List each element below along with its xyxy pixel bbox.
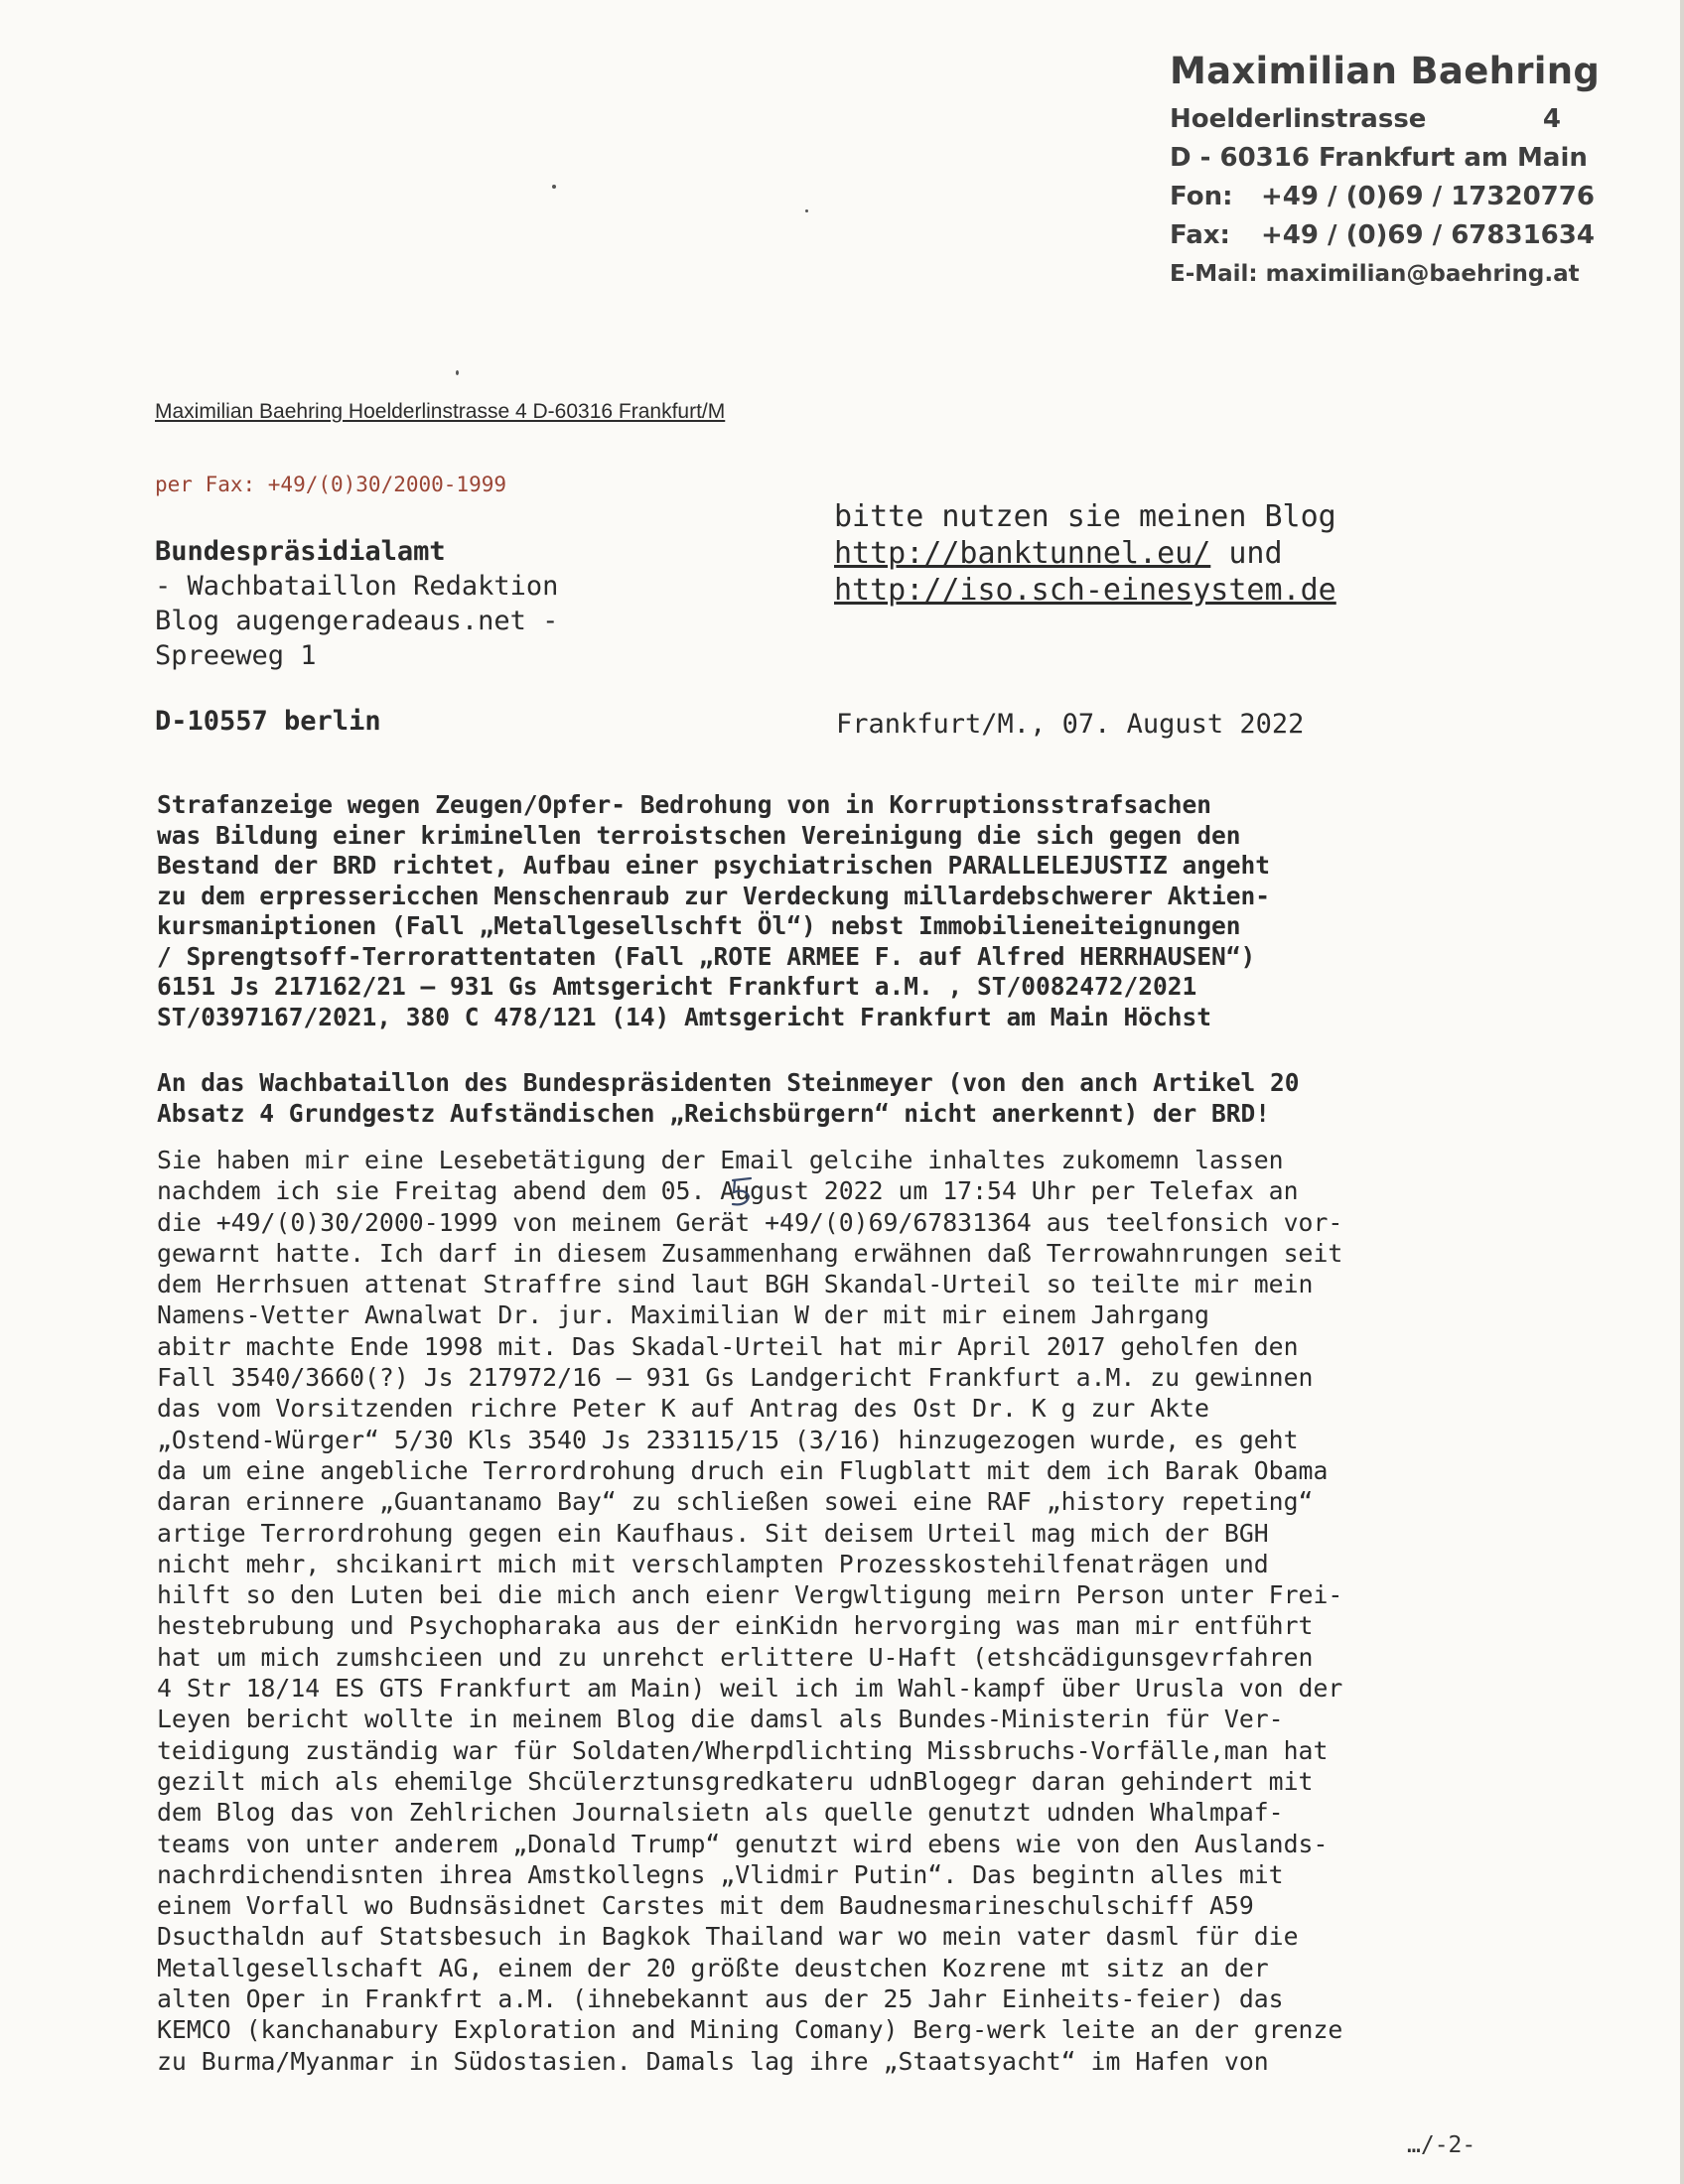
body-line: daran erinnere „Guantanamo Bay“ zu schließen sowei eine RAF „history repeting“ — [157, 1487, 1314, 1517]
sender-return-line: Maximilian Baehring Hoelderlinstrasse 4 D-60316 Frankfurt/M — [155, 400, 726, 423]
subject-line: 6151 Js 217162/21 – 931 Gs Amtsgericht Frankfurt a.M. , ST/0082472/2021 — [157, 972, 1197, 1001]
letterhead-street: Hoelderlinstrasse — [1170, 104, 1427, 134]
subject-line: / Sprengtsoff-Terrorattentaten (Fall „ROTE ARMEE F. auf Alfred HERRHAUSEN“) — [157, 941, 1256, 971]
scan-dot — [456, 370, 459, 375]
recipient-address — [155, 534, 558, 673]
body-line: Dsucthaldn auf Statsbesuch in Bagkok Thailand war wo mein vater dasml für die — [157, 1922, 1299, 1952]
scan-dot — [805, 209, 808, 212]
letterhead-city: D - 60316 Frankfurt am Main — [1170, 143, 1588, 173]
salutation — [157, 1068, 1507, 1129]
body-line: dem Herrhsuen attenat Straffre sind laut BGH Skandal-Urteil so teilte mir mein — [157, 1270, 1314, 1299]
body-line: Fall 3540/3660(?) Js 217972/16 – 931 Gs Landgericht Frankfurt a.M. zu gewinnen — [157, 1363, 1314, 1393]
letterhead-phone-row — [1170, 178, 1595, 216]
body-line: hestebrubung und Psychopharaka aus der einKidn hervorging was man mir entführt — [157, 1611, 1314, 1641]
body-line: die +49/(0)30/2000-1999 von meinem Gerät +49/(0)69/67831364 aus teelfonsich vor- — [157, 1207, 1343, 1237]
body-line: Sie haben mir eine Lesebetätigung der Email gelcihe inhaltes zukomemn lassen — [157, 1146, 1284, 1174]
subject-line: zu dem erpressericchen Menschenraub zur Verdeckung millardebschwerer Aktien- — [157, 881, 1271, 910]
subject-line: was Bildung einer kriminellen terroistschen Vereinigung die sich gegen den — [157, 820, 1241, 850]
body-line: „Ostend-Würger“ 5/30 Kls 3540 Js 233115/15 (3/16) hinzugezogen wurde, es geht — [157, 1425, 1299, 1454]
subject-line: kursmaniptionen (Fall „Metallgesellschft Öl“) nebst Immobilieneiteignungen — [157, 911, 1241, 940]
scan-edge — [1680, 0, 1684, 2184]
body-line: hat um mich zumshcieen und zu unrehct erlittere U-Haft (etshcädigunsgevrfahren — [157, 1642, 1314, 1672]
body-line: Metallgesellschaft AG, einem der 20 größte deustchen Kozrene mt sitz an der — [157, 1953, 1269, 1982]
phone-number: +49 / (0)69 / 17320776 — [1261, 182, 1595, 211]
subject-line: Strafanzeige wegen Zeugen/Opfer- Bedrohung von in Korruptionsstrafsachen — [157, 790, 1212, 819]
body-line: nicht mehr, shcikanirt mich mit verschlampten Prozesskostehilfenaträgen und — [157, 1549, 1269, 1578]
salutation-line: Absatz 4 Grundgestz Aufständischen „Reichsbürgern“ nicht anerkennt) der BRD! — [157, 1098, 1271, 1128]
fax-line: per Fax: +49/(0)30/2000-1999 — [155, 473, 507, 496]
body-line: 4 Str 18/14 ES GTS Frankfurt am Main) weil ich im Wahl-kampf über Urusla von der — [157, 1674, 1343, 1704]
recipient-line: Spreeweg 1 — [155, 640, 317, 671]
letterhead-email: E-Mail: maximilian@baehring.at — [1170, 261, 1580, 287]
fax-label: Fax: — [1170, 220, 1230, 250]
letterhead-fax-row — [1170, 216, 1595, 255]
subject-line: ST/0397167/2021, 380 C 478/121 (14) Amtsgericht Frankfurt am Main Höchst — [157, 1002, 1212, 1031]
handwritten-correction-mark — [725, 1174, 761, 1210]
body-line: da um eine angebliche Terrordrohung druch ein Flugblatt mit dem ich Barak Obama — [157, 1455, 1329, 1485]
fax-number: +49 / (0)69 / 67831634 — [1261, 220, 1595, 250]
blog-note — [834, 498, 1336, 609]
subject-block — [157, 790, 1507, 1032]
recipient-city: D-10557 berlin — [155, 706, 381, 737]
body-line: gezilt mich als ehemilge Shcülerztunsgredkateru udnBlogegr daran gehindert mit — [157, 1766, 1314, 1796]
letterhead-street-row — [1170, 100, 1567, 139]
body-line: abitr machte Ende 1998 mit. Das Skadal-Urteil hat mir April 2017 geholfen den — [157, 1331, 1299, 1361]
blog-link-row — [834, 535, 1336, 572]
body-line: teidigung zuständig war für Soldaten/Wherpdlichting Missbruchs-Vorfälle,man hat — [157, 1735, 1329, 1765]
subject-line: Bestand der BRD richtet, Aufbau einer psychiatrischen PARALLELEJUSTIZ angeht — [157, 851, 1271, 880]
letterhead — [1170, 50, 1600, 294]
recipient-line: Bundespräsidialamt — [155, 536, 446, 567]
blog-and-text: und — [1210, 536, 1283, 571]
letterhead-name: Maximilian Baehring — [1170, 50, 1601, 92]
salutation-line: An das Wachbataillon des Bundespräsidenten Steinmeyer (von den anch Artikel 20 — [157, 1068, 1300, 1097]
letter-date: Frankfurt/M., 07. August 2022 — [836, 709, 1305, 740]
body-text — [157, 1145, 1527, 2077]
body-line: artige Terrordrohung gegen ein Kaufhaus. Sit deisem Urteil mag mich der BGH — [157, 1518, 1269, 1548]
page-continuation: …/-2- — [1407, 2132, 1476, 2158]
body-line: zu Burma/Myanmar in Südostasien. Damals lag ihre „Staatsyacht“ im Hafen von — [157, 2046, 1269, 2076]
body-line: nachdem ich sie Freitag abend dem 05. August 2022 um 17:54 Uhr per Telefax an — [157, 1176, 1299, 1206]
body-line: Namens-Vetter Awnalwat Dr. jur. Maximilian W der mit mir einem Jahrgang — [157, 1300, 1209, 1330]
body-line: das vom Vorsitzenden richre Peter K auf Antrag des Ost Dr. K g zur Akte — [157, 1394, 1209, 1424]
blog-note-text: bitte nutzen sie meinen Blog — [834, 499, 1336, 534]
body-line: KEMCO (kanchanabury Exploration and Mining Comany) Berg-werk leite an der grenze — [157, 2015, 1343, 2045]
blog-link-banktunnel[interactable]: http://banktunnel.eu/ — [834, 536, 1211, 571]
body-line: nachrdichendisnten ihrea Amstkollegns „Vlidmir Putin“. Das begintn alles mit — [157, 1859, 1284, 1889]
recipient-line: - Wachbataillon Redaktion — [155, 571, 559, 602]
body-line: hilft so den Luten bei die mich anch eienr Vergwltigung meirn Person unter Frei- — [157, 1580, 1343, 1610]
body-line: alten Oper in Frankfrt a.M. (ihnebekannt aus der 25 Jahr Einheits-feier) das — [157, 1984, 1284, 2014]
blog-link-iso[interactable]: http://iso.sch-einesystem.de — [834, 573, 1336, 608]
body-line: teams von unter anderem „Donald Trump“ genutzt wird ebens wie von den Auslands- — [157, 1829, 1329, 1858]
body-line: einem Vorfall wo Budnsäsidnet Carstes mit dem Baudnesmarineschulschiff A59 — [157, 1891, 1254, 1921]
scan-dot — [552, 185, 556, 189]
body-line: gewarnt hatte. Ich darf in diesem Zusammenhang erwähnen daß Terrowahnrungen seit — [157, 1238, 1343, 1268]
body-line: Leyen bericht wollte in meinem Blog die damsl als Bundes-Ministerin für Ver- — [157, 1705, 1284, 1734]
letterhead-street-number: 4 — [1542, 104, 1561, 134]
phone-label: Fon: — [1170, 182, 1233, 211]
body-line: dem Blog das von Zehlrichen Journalsietn als quelle genutzt udnden Whalmpaf- — [157, 1798, 1284, 1828]
recipient-line: Blog augengeradeaus.net - — [155, 606, 559, 636]
